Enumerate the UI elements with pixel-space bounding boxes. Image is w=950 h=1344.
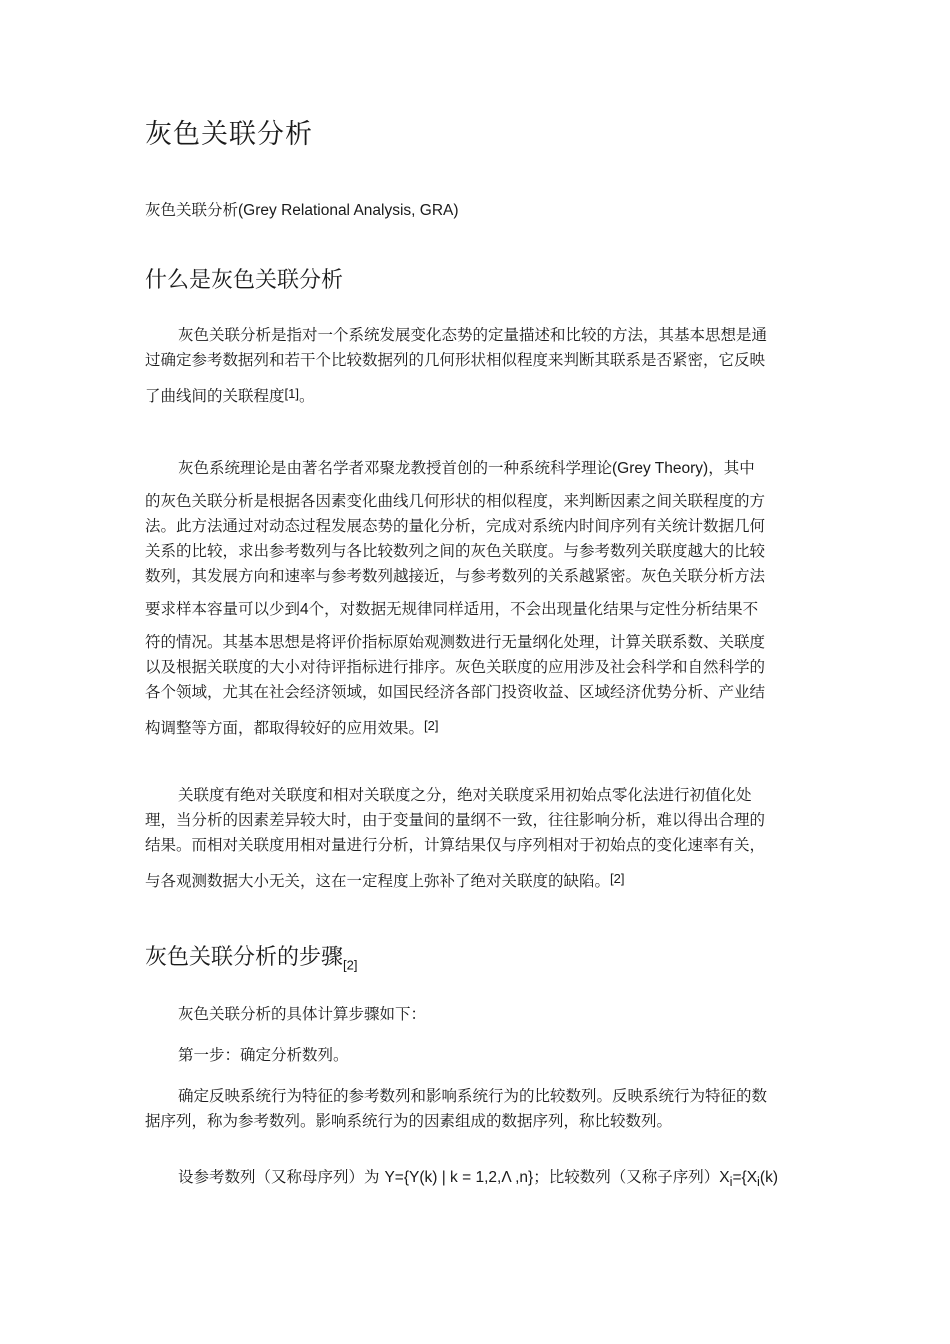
formula-subscript: i [757, 1174, 760, 1190]
paragraph-line: 第一步：确定分析数列。 [178, 1046, 349, 1064]
subtitle-cn: 灰色关联分析 [145, 201, 239, 219]
paragraph-line: 的灰色关联分析是根据各因素变化曲线几何形状的相似程度，来判断因素之间关联程度的方 [145, 492, 766, 510]
paragraph-steps-intro [145, 1002, 807, 1027]
paragraph-definition [145, 323, 807, 409]
paragraph-line: 灰色关联分析是指对一个系统发展变化态势的定量描述和比较的方法，其基本思想是通 [178, 326, 768, 344]
paragraph-step-one [145, 1043, 807, 1068]
text-run: 与各观测数据大小无关，这在一定程度上弥补了绝对关联度的缺陷。 [145, 872, 611, 890]
text-run: 要求样本容量可以少到 [145, 600, 301, 618]
text-run: 。 [298, 387, 315, 405]
paragraph-line [145, 381, 807, 409]
paragraph-relational-degree [145, 783, 807, 894]
paragraph-line: 结果。而相对关联度用相对量进行分析，计算结果仅与序列相对于初始点的变化速率有关， [145, 836, 766, 854]
paragraph-line [145, 713, 807, 741]
citation-ref: [1] [284, 386, 299, 401]
paragraph-line: 法。此方法通过对动态过程发展态势的量化分析，完成对系统内时间序列有关统计数据几何 [145, 517, 766, 535]
formula-y: Y={Y(k) | k = 1,2,Λ ,n} [384, 1169, 534, 1186]
subtitle-en: (Grey Relational Analysis, GRA) [238, 202, 459, 219]
text-run: 了曲线间的关联程度 [145, 387, 285, 405]
formula-part: ={X [732, 1169, 758, 1186]
text-run: 构调整等方面，都取得较好的应用效果。 [145, 719, 425, 737]
paragraph-line: 据序列，称为参考数列。影响系统行为的因素组成的数据序列，称比较数列。 [145, 1112, 673, 1130]
text-run: 灰色系统理论是由著名学者邓聚龙教授首创的一种系统科学理论 [178, 459, 613, 477]
text-run: 4 [300, 601, 309, 618]
paragraph-line: 理，当分析的因素差异较大时，由于变量间的量纲不一致，往往影响分析，难以得出合理的 [145, 811, 766, 829]
text-run: 设参考数列（又称母序列）为 [178, 1168, 385, 1186]
text-run: ，其中 [708, 459, 755, 477]
paragraph-line [145, 597, 807, 622]
text-run: ；比较数列（又称子序列） [533, 1168, 720, 1186]
paragraph-line [145, 1165, 807, 1194]
paragraph-reference-sequence [145, 1165, 807, 1194]
heading-text: 灰色关联分析的步骤 [145, 945, 344, 970]
citation-ref: [2] [424, 718, 439, 733]
paragraph-line: 关系的比较，求出参考数列与各比较数列之间的灰色关联度。与参考数列关联度越大的比较 [145, 542, 766, 560]
paragraph-line: 数列，其发展方向和速率与参考数列越接近，与参考数列的关系越紧密。灰色关联分析方法 [145, 567, 766, 585]
text-run: (Grey Theory) [612, 460, 709, 477]
paragraph-grey-theory [145, 456, 807, 741]
paragraph-line: 符的情况。其基本思想是将评价指标原始观测数进行无量纲化处理，计算关联系数、关联度 [145, 633, 766, 651]
paragraph-line: 确定反映系统行为特征的参考数列和影响系统行为的比较数列。反映系统行为特征的数 [178, 1087, 768, 1105]
formula-part: X [719, 1169, 730, 1186]
formula-part: (k) [759, 1169, 778, 1186]
paragraph-line [145, 866, 807, 894]
document-subtitle [145, 198, 459, 220]
paragraph-sequences [145, 1084, 807, 1134]
section-heading-steps [145, 940, 357, 972]
paragraph-line [145, 456, 807, 481]
paragraph-line: 过确定参考数据列和若干个比较数据列的几何形状相似程度来判断其联系是否紧密，它反映 [145, 351, 766, 369]
citation-ref: [2] [343, 957, 358, 973]
paragraph-line: 以及根据关联度的大小对待评指标进行排序。灰色关联度的应用涉及社会科学和自然科学的 [145, 658, 766, 676]
citation-ref: [2] [610, 871, 625, 886]
formula-subscript: i [729, 1174, 733, 1190]
text-run: 个，对数据无规律同样适用，不会出现量化结果与定性分析结果不 [308, 600, 759, 618]
paragraph-line: 关联度有绝对关联度和相对关联度之分，绝对关联度采用初始点零化法进行初值化处 [178, 786, 752, 804]
paragraph-line: 各个领域，尤其在社会经济领域，如国民经济各部门投资收益、区域经济优势分析、产业结 [145, 683, 766, 701]
formula-x [719, 1169, 778, 1190]
document-title: 灰色关联分析 [145, 119, 313, 150]
paragraph-line: 灰色关联分析的具体计算步骤如下： [178, 1005, 427, 1023]
section-heading-what-is: 什么是灰色关联分析 [145, 268, 344, 293]
